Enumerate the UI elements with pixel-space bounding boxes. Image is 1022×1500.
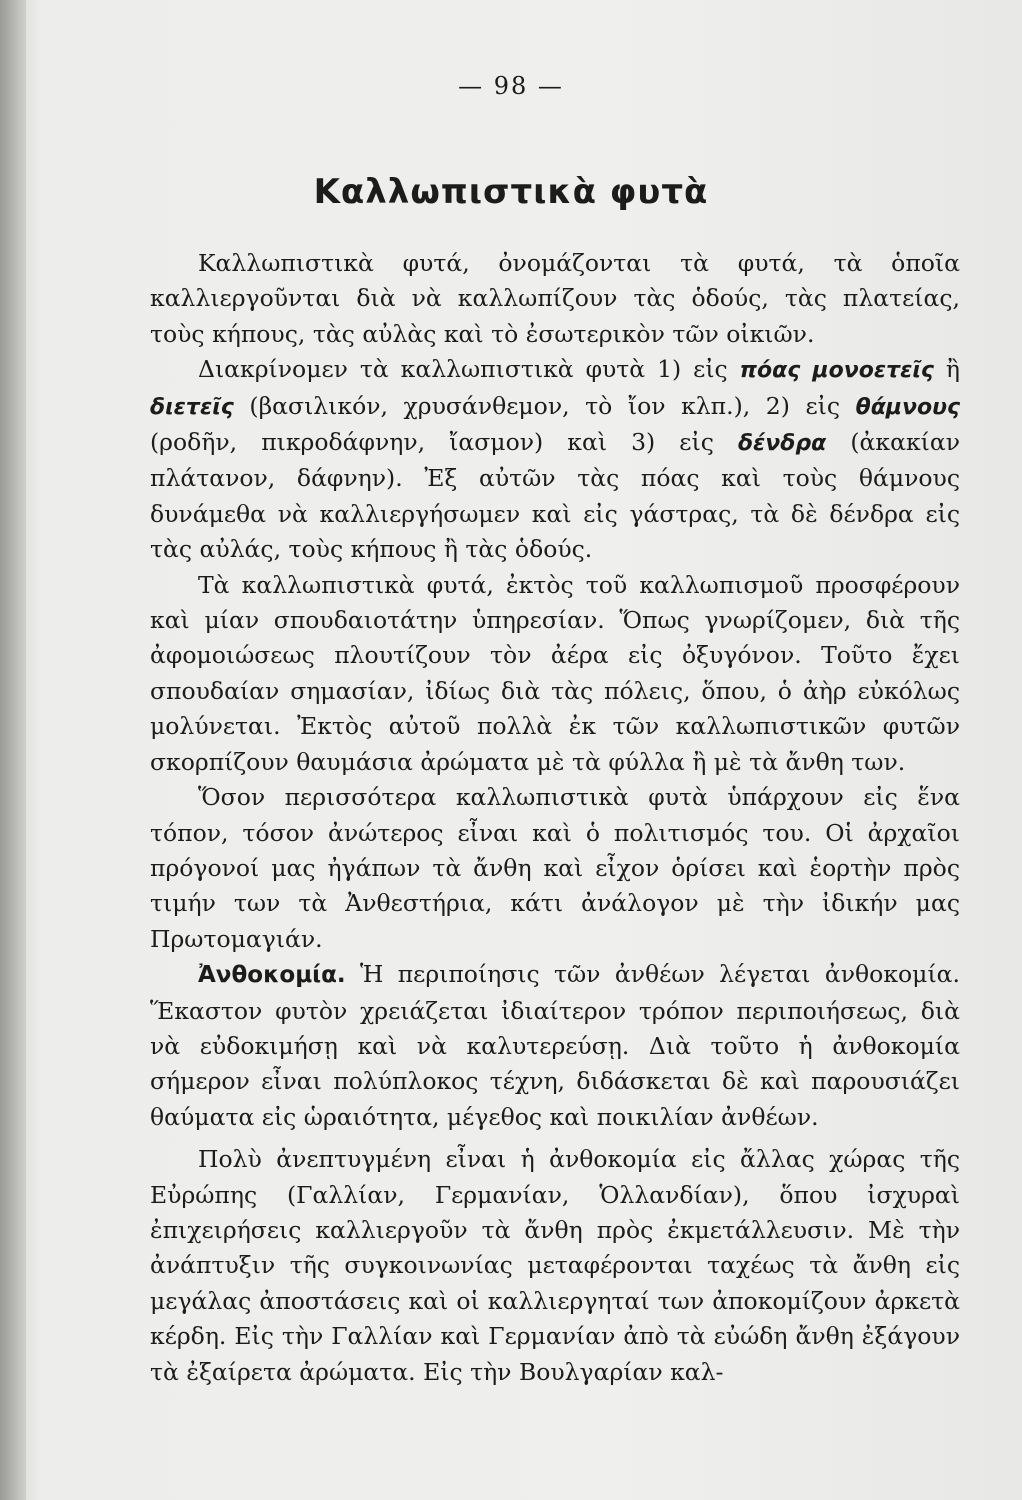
paragraph-3: Τὰ καλλωπιστικὰ φυτά, ἐκτὸς τοῦ καλλωπισμοῦ προσφέρουν καὶ μίαν σπουδαιοτάτην ὑπηρεσίαν. Ὅπως γνωρίζομεν, διὰ τῆς ἀφομοιώσεως πλουτίζουν τὸν ἀέρα εἰς ὀξυγόνον. Τοῦτο ἔχει σπουδαίαν σημασίαν, ἰδίως διὰ τὰς πόλεις, ὅπου, ὁ ἀὴρ εὐκόλως μολύνεται. Ἐκτὸς αὐτοῦ πολλὰ ἐκ τῶν καλλωπιστικῶν φυτῶν σκορπίζουν θαυμάσια ἀρώματα μὲ τὰ φύλλα ἢ μὲ τὰ ἄνθη των. <box>150 570 960 776</box>
paragraph-2 <box>150 352 960 567</box>
term-shrubs: θάμνους <box>855 394 960 420</box>
paragraph-2-text-5: (ἀκακίαν πλάτανον, δάφνην). Ἐξ αὐτῶν τὰς πόας καὶ τοὺς θάμνους δυνάμεθα νὰ καλλιεργήσωμεν καὶ εἰς γάστρας, τὰ δὲ δένδρα εἰς τὰς αὐλάς, τοὺς κήπους ἢ τὰς ὁδούς. <box>150 428 960 564</box>
paragraph-2-text-4: (ροδῆν, πικροδάφνην, ἴασμον) καὶ 3) εἰς <box>150 428 738 457</box>
paragraph-5-text: Ἡ περιποίησις τῶν ἀνθέων λέγεται ἀνθοκομία. Ἕκαστον φυτὸν χρειάζεται ἰδιαίτερον τρόπον περιποιήσεως, διὰ νὰ εὐδοκιμήσῃ καὶ νὰ καλυτερεύσῃ. Διὰ τοῦτο ἡ ἀνθοκομία σήμερον εἶναι πολύπλοκος τέχνη, διδάσκεται δὲ καὶ παρουσιάζει θαύματα εἰς ὡραιότητα, μέγεθος καὶ ποικιλίαν ἀνθέων. <box>150 960 960 1131</box>
paragraph-1: Καλλωπιστικὰ φυτά, ὀνομάζονται τὰ φυτά, τὰ ὁποῖα καλλιεργοῦνται διὰ νὰ καλλωπίζουν τὰς ὁδούς, τὰς πλατείας, τοὺς κήπους, τὰς αὐλὰς καὶ τὸ ἐσωτερικὸν τῶν οἰκιῶν. <box>150 249 960 348</box>
term-trees: δένδρα <box>737 431 827 457</box>
section-heading-anthokomia: Ἀνθοκομία. <box>198 962 346 989</box>
page-binding-shadow <box>0 0 26 1500</box>
paragraph-2-text-2: ἢ <box>933 355 960 384</box>
term-annual-herbs: πόας μονοετεῖς <box>739 358 934 384</box>
paragraph-6: Πολὺ ἀνεπτυγμένη εἶναι ἡ ἀνθοκομία εἰς ἄλλας χώρας τῆς Εὐρώπης (Γαλλίαν, Γερμανίαν, Ὁλλανδίαν), ὅπου ἰσχυραὶ ἐπιχειρήσεις καλλιεργοῦν τὰ ἄνθη πρὸς ἐκμετάλλευσιν. Μὲ τὴν ἀνάπτυξιν τῆς συγκοινωνίας μεταφέρονται ταχέως τὰ ἄνθη εἰς μεγάλας ἀποστάσεις καὶ οἱ καλλιεργηταί των ἀποκομίζουν ἀρκετὰ κέρδη. Εἰς τὴν Γαλλίαν καὶ Γερμανίαν ἀπὸ τὰ εὐώδη ἄνθη ἐξάγουν τὰ ἐξαίρετα ἀρώματα. Εἰς τὴν Βουλγαρίαν καλ- <box>150 1145 960 1386</box>
paragraph-2-text-1: Διακρίνομεν τὰ καλλωπιστικὰ φυτὰ 1) εἰς <box>198 355 740 384</box>
paragraph-5 <box>150 957 960 1135</box>
body-text <box>150 246 960 1390</box>
page-title: Καλλωπιστικὰ φυτὰ <box>313 172 709 212</box>
term-biennial: διετεῖς <box>150 394 234 420</box>
page-number: — 98 — <box>458 72 564 100</box>
paragraph-4: Ὅσον περισσότερα καλλωπιστικὰ φυτὰ ὑπάρχουν εἰς ἕνα τόπον, τόσον ἀνώτερος εἶναι καὶ ὁ πολιτισμός του. Οἱ ἀρχαῖοι πρόγονοί μας ἠγάπων τὰ ἄνθη καὶ εἶχον ὁρίσει καὶ ἑορτὴν πρὸς τιμήν των τὰ Ἀνθεστήρια, κάτι ἀνάλογον μὲ τὴν ἰδικήν μας Πρωτομαγιάν. <box>150 783 960 953</box>
paragraph-2-text-3: (βασιλικόν, χρυσάνθεμον, τὸ ἴον κλπ.), 2) εἰς <box>233 391 856 420</box>
